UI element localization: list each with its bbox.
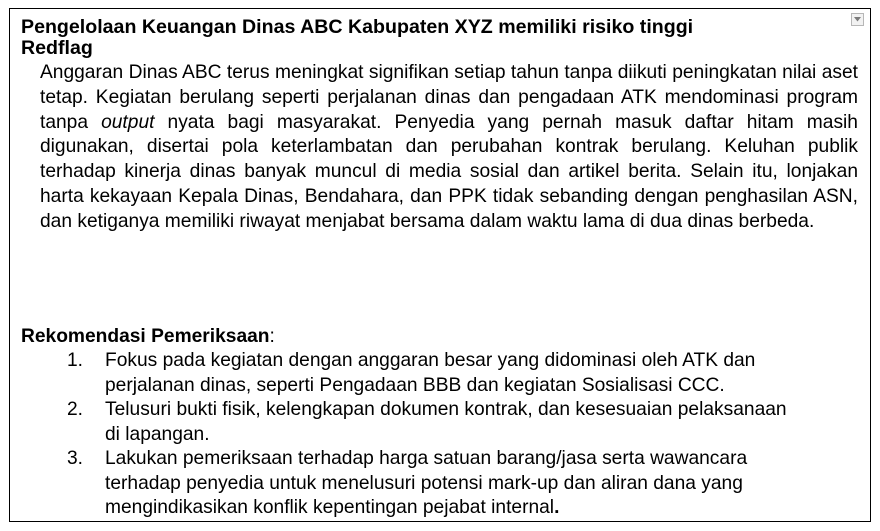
dropdown-button[interactable]	[851, 13, 864, 26]
list-item	[10, 349, 870, 398]
title-line-1: Pengelolaan Keuangan Dinas ABC Kabupaten XYZ memiliki risiko tinggi	[21, 16, 694, 38]
list-item-text: Fokus pada kegiatan dengan anggaran besar yang didominasi oleh ATK dan perjalanan dinas, seperti Pengadaan BBB dan kegiatan Sosialisasi CCC.	[105, 350, 756, 396]
title-line-2: Redflag	[21, 37, 93, 59]
list-item	[10, 398, 870, 447]
list-item-number: 1.	[67, 350, 84, 371]
paragraph-italic-term: output	[101, 111, 155, 133]
list-item-text: Telusuri bukti fisik, kelengkapan dokumen kontrak, dan kesesuaian pelaksanaan di lapangan.	[105, 399, 787, 445]
list-item	[10, 447, 870, 521]
document-title	[21, 17, 821, 59]
paragraph-part-2: nyata bagi masyarakat. Penyedia yang pernah masuk daftar hitam masih digunakan, disertai pola keterlambatan dan perubahan kontrak berulang. Keluhan publik terhadap kinerja dinas banyak muncul di media sosial dan artikel berita. Selain itu, lonjakan harta kekayaan Kepala Dinas, Bendahara, dan PPK tidak sebanding dengan penghasilan ASN, dan ketiganya memiliki riwayat menjabat bersama dalam waktu lama di dua dinas berbeda.	[40, 111, 858, 232]
chevron-down-icon	[854, 17, 861, 22]
list-item-text-body: Lakukan pemeriksaan terhadap harga satuan barang/jasa serta wawancara terhadap penyedia untuk menelusuri potensi mark-up dan aliran dana yang mengindikasikan konflik kepentingan pejabat internal	[105, 448, 748, 518]
list-item-number: 3.	[67, 448, 84, 469]
final-period: .	[554, 497, 560, 518]
list-item-number: 2.	[67, 399, 84, 420]
paragraph-part-1: Anggaran Dinas ABC terus meningkat signifikan setiap tahun tanpa diikuti peningkatan nilai aset tetap. Kegiatan berulang seperti perjalanan dinas dan pengadaan ATK mendominasi program tanpa	[40, 62, 858, 133]
body-paragraph	[40, 61, 858, 235]
list-item-text	[105, 447, 805, 521]
recommendation-heading	[21, 325, 275, 349]
recommendation-list	[10, 349, 870, 521]
recommendation-heading-colon: :	[269, 326, 275, 347]
recommendation-heading-label: Rekomendasi Pemeriksaan	[21, 326, 270, 347]
content-frame	[9, 8, 871, 522]
